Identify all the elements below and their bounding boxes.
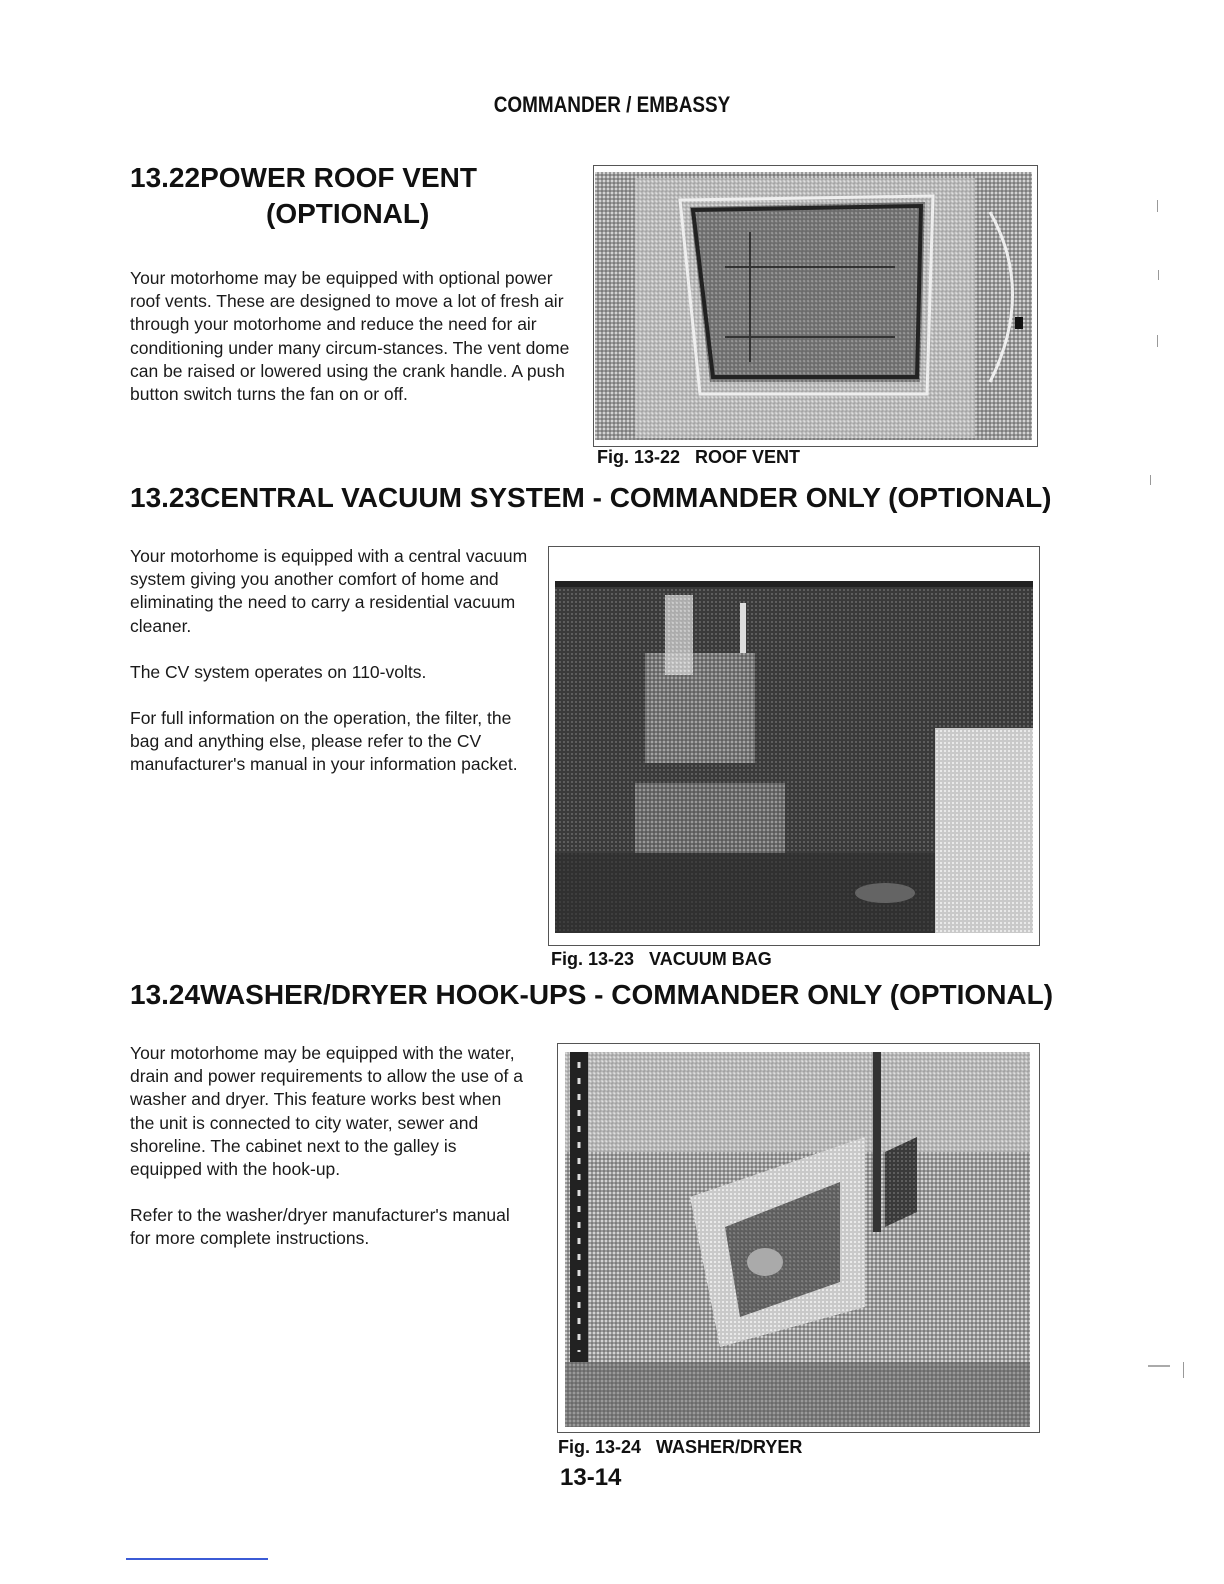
section-number: 13.24 — [130, 979, 201, 1010]
vacuum-bag-image — [555, 553, 1033, 933]
margin-mark — [1158, 270, 1159, 280]
figure-label: Fig. 13-24 — [558, 1437, 642, 1457]
paragraph: The CV system operates on 110-volts. — [130, 661, 427, 682]
figure-title: WASHER/DRYER — [656, 1437, 803, 1457]
section-13-24-body — [130, 1042, 530, 1274]
paragraph: Your motorhome may be equipped with the water, drain and power requirements to allow the use of a washer and dryer. This feature works best when the unit is connected to city water, sewer and shoreline. The cabinet next to the galley is equipped with the hook-up. — [130, 1043, 524, 1180]
margin-mark — [1183, 1362, 1184, 1378]
section-number: 13.22 — [130, 162, 201, 193]
figure-caption-13-23 — [551, 949, 772, 970]
paragraph: Your motorhome is equipped with a central vacuum system giving you another comfort of home and eliminating the need to carry a residential vacuum cleaner. — [130, 546, 528, 636]
section-13-23-body — [130, 545, 530, 800]
figure-label: Fig. 13-23 — [551, 949, 635, 969]
page-header: COMMANDER / EMBASSY — [493, 92, 731, 117]
page-number: 13-14 — [560, 1464, 622, 1491]
margin-mark — [1148, 1365, 1170, 1367]
figure-caption-13-22 — [597, 447, 800, 468]
roof-vent-photo — [595, 172, 1032, 440]
section-13-22-heading — [130, 162, 477, 194]
vacuum-bag-photo — [555, 553, 1033, 933]
washer-dryer-image — [565, 1052, 1030, 1427]
paragraph: Refer to the washer/dryer manufacturer's manual for more complete instructions. — [130, 1205, 510, 1249]
footer-rule — [126, 1558, 268, 1560]
figure-caption-13-24 — [558, 1437, 802, 1458]
section-number: 13.23 — [130, 482, 201, 513]
margin-mark — [1157, 335, 1158, 347]
section-title: POWER ROOF VENT — [200, 162, 477, 193]
section-13-24-heading — [130, 979, 1053, 1011]
figure-title: VACUUM BAG — [649, 949, 772, 969]
section-13-22-body — [130, 267, 575, 429]
section-13-22-subheading: (OPTIONAL) — [266, 198, 430, 229]
margin-mark — [1150, 475, 1151, 485]
section-title: CENTRAL VACUUM SYSTEM - COMMANDER ONLY (OPTIONAL) — [200, 482, 1052, 513]
paragraph: For full information on the operation, the filter, the bag and anything else, please refer to the CV manufacturer's manual in your information packet. — [130, 708, 518, 775]
section-13-23-heading — [130, 482, 1052, 514]
figure-label: Fig. 13-22 — [597, 447, 681, 467]
margin-mark — [1157, 200, 1158, 212]
washer-dryer-photo — [565, 1052, 1030, 1427]
paragraph: Your motorhome may be equipped with optional power roof vents. These are designed to move a lot of fresh air through your motorhome and reduce the need for air conditioning under many circum-stances. The vent dome can be raised or lowered using the crank handle. A push button switch turns the fan on or off. — [130, 268, 570, 405]
figure-title: ROOF VENT — [695, 447, 801, 467]
section-title: WASHER/DRYER HOOK-UPS - COMMANDER ONLY (OPTIONAL) — [200, 979, 1054, 1010]
roof-vent-image — [595, 172, 1032, 440]
